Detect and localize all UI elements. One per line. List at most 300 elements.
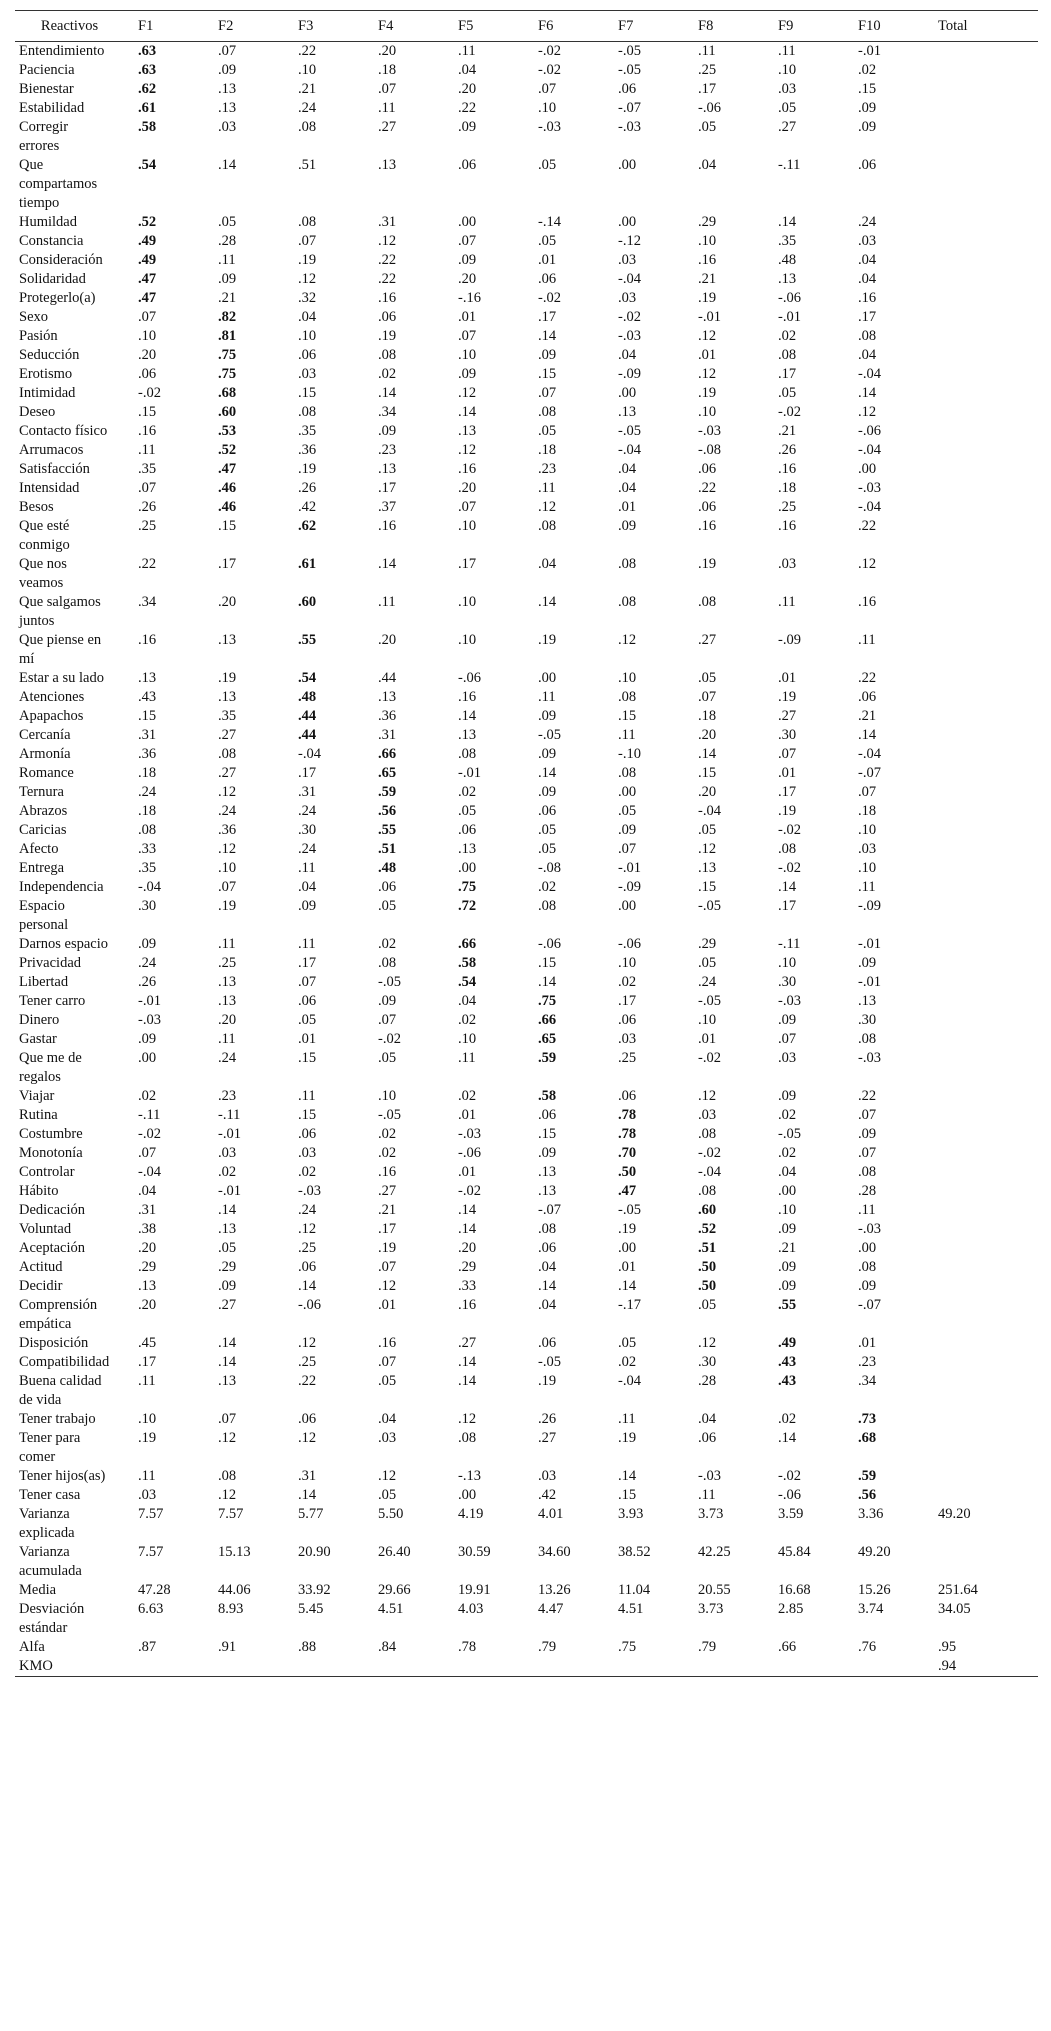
cell-f3: .12 (298, 1335, 317, 1351)
cell-f8: .06 (698, 499, 717, 515)
cell-total (924, 593, 1038, 631)
cell-total (924, 954, 1038, 973)
cell-f10: -.04 (858, 366, 881, 382)
column-header-f4: F4 (364, 11, 444, 42)
row-label (15, 1220, 124, 1239)
cell-f3: .15 (298, 1107, 317, 1123)
cell-f8: .10 (698, 1012, 717, 1028)
cell-f2: .60 (218, 404, 237, 420)
cell-f10: -.01 (858, 936, 881, 952)
cell-f8: .08 (698, 1126, 717, 1142)
cell-f7: .15 (618, 1487, 637, 1503)
cell-f2: .12 (218, 1487, 237, 1503)
table-row (15, 688, 1038, 707)
row-label-line: tiempo (19, 195, 60, 211)
cell-f10: .08 (858, 1259, 877, 1275)
cell-f3: .14 (298, 1487, 317, 1503)
cell-f2: .68 (218, 385, 237, 401)
cell-f9: .07 (778, 746, 797, 762)
cell-f9: .10 (778, 62, 797, 78)
cell-f2: 44.06 (218, 1582, 251, 1598)
cell-f3: .03 (298, 366, 317, 382)
cell-f7: .78 (618, 1126, 637, 1142)
row-label (15, 1144, 124, 1163)
cell-total (924, 764, 1038, 783)
table-row (15, 156, 1038, 213)
cell-f9: .27 (778, 119, 797, 135)
cell-total (924, 897, 1038, 935)
cell-f5: .20 (458, 480, 477, 496)
cell-f4: .22 (378, 252, 397, 268)
cell-f5: .20 (458, 81, 477, 97)
row-label (15, 42, 124, 62)
table-row (15, 42, 1038, 62)
cell-f2: 7.57 (218, 1506, 244, 1522)
cell-f5: .14 (458, 1354, 477, 1370)
cell-f7: .10 (618, 670, 637, 686)
cell-f4: .27 (378, 119, 397, 135)
row-label (15, 764, 124, 783)
cell-f8: .05 (698, 670, 717, 686)
table-row (15, 593, 1038, 631)
cell-f3 (284, 1657, 364, 1677)
cell-f7: .12 (618, 632, 637, 648)
cell-f1: .22 (138, 556, 157, 572)
cell-f6: -.05 (538, 727, 561, 743)
cell-f2: .27 (218, 1297, 237, 1313)
table-row (15, 441, 1038, 460)
cell-f7: .00 (618, 157, 637, 173)
cell-f9: .21 (778, 423, 797, 439)
cell-f3: .12 (298, 1221, 317, 1237)
row-label-line: Varianza (19, 1544, 70, 1560)
cell-f7: -.03 (618, 328, 641, 344)
table-row (15, 783, 1038, 802)
cell-f4: .19 (378, 328, 397, 344)
row-label-line: Dinero (19, 1012, 60, 1028)
cell-f5: .58 (458, 955, 477, 971)
row-label (15, 251, 124, 270)
cell-f9: .09 (778, 1012, 797, 1028)
cell-f1: .58 (138, 119, 157, 135)
cell-f2: .35 (218, 708, 237, 724)
cell-f10: .10 (858, 822, 877, 838)
cell-f2: .11 (218, 936, 236, 952)
row-label-line: personal (19, 917, 69, 933)
table-row (15, 631, 1038, 669)
cell-f10: .03 (858, 233, 877, 249)
cell-f8: .24 (698, 974, 717, 990)
cell-f4: .10 (378, 1088, 397, 1104)
cell-f9: .55 (778, 1297, 797, 1313)
cell-f8: .11 (698, 1487, 716, 1503)
row-label (15, 403, 124, 422)
cell-f3: .05 (298, 1012, 317, 1028)
cell-f8: .60 (698, 1202, 717, 1218)
cell-f6: -.02 (538, 62, 561, 78)
cell-f3: .10 (298, 62, 317, 78)
cell-f9: .02 (778, 1145, 797, 1161)
cell-f9: -.09 (778, 632, 801, 648)
row-label-line: Tener casa (19, 1487, 81, 1503)
cell-total (924, 1201, 1038, 1220)
cell-f5: .14 (458, 404, 477, 420)
row-label (15, 992, 124, 1011)
cell-total (924, 973, 1038, 992)
cell-f6: .27 (538, 1430, 557, 1446)
row-label-line: Media (19, 1582, 57, 1598)
row-label (15, 669, 124, 688)
cell-f9: .04 (778, 1164, 797, 1180)
cell-total (924, 631, 1038, 669)
cell-total (924, 270, 1038, 289)
cell-f1: -.04 (138, 879, 161, 895)
cell-f6: .79 (538, 1639, 557, 1655)
cell-f4: .22 (378, 271, 397, 287)
row-label-line: Alfa (19, 1639, 45, 1655)
cell-f3: .06 (298, 347, 317, 363)
cell-f10: .10 (858, 860, 877, 876)
row-label-line: Desviación (19, 1601, 85, 1617)
table-row (15, 1182, 1038, 1201)
cell-f5: .02 (458, 1088, 477, 1104)
cell-total (924, 745, 1038, 764)
cell-f10: .06 (858, 689, 877, 705)
cell-f7: .50 (618, 1164, 637, 1180)
row-label-line: Atenciones (19, 689, 85, 705)
cell-f1: .31 (138, 1202, 157, 1218)
cell-f9: .14 (778, 879, 797, 895)
cell-f6 (524, 1657, 604, 1677)
cell-f10: .73 (858, 1411, 877, 1427)
cell-f7 (604, 1657, 684, 1677)
row-label (15, 1239, 124, 1258)
cell-f4: .07 (378, 1354, 397, 1370)
cell-f8: .19 (698, 290, 717, 306)
cell-f3: .12 (298, 1430, 317, 1446)
cell-f2: .29 (218, 1259, 237, 1275)
cell-f2: .21 (218, 290, 237, 306)
cell-f6: .19 (538, 632, 557, 648)
row-label-line: Entrega (19, 860, 65, 876)
cell-f5: .01 (458, 309, 477, 325)
cell-f1: .52 (138, 214, 157, 230)
cell-f6: .13 (538, 1164, 557, 1180)
cell-f7: -.01 (618, 860, 641, 876)
cell-f1: .45 (138, 1335, 157, 1351)
cell-f1: .19 (138, 1430, 157, 1446)
cell-f4: .21 (378, 1202, 397, 1218)
cell-f2: .12 (218, 841, 237, 857)
cell-f5: 19.91 (458, 1582, 491, 1598)
cell-f8: 42.25 (698, 1544, 731, 1560)
cell-f1: .63 (138, 62, 157, 78)
cell-f7: -.05 (618, 423, 641, 439)
cell-f7: .14 (618, 1278, 637, 1294)
table-row (15, 384, 1038, 403)
cell-f6: .11 (538, 480, 556, 496)
cell-f7: .25 (618, 1050, 637, 1066)
cell-f3: .24 (298, 841, 317, 857)
cell-f2: .14 (218, 1335, 237, 1351)
row-label-line: Compatibilidad (19, 1354, 110, 1370)
row-label-line: conmigo (19, 537, 70, 553)
row-label-line: Afecto (19, 841, 59, 857)
cell-f1: .06 (138, 366, 157, 382)
row-label (15, 859, 124, 878)
cell-f7: -.04 (618, 442, 641, 458)
cell-f3: .30 (298, 822, 317, 838)
cell-f9: -.02 (778, 860, 801, 876)
row-label-line: mí (19, 651, 35, 667)
cell-f3: .19 (298, 252, 317, 268)
cell-f5: .12 (458, 1411, 477, 1427)
cell-f4: .16 (378, 1335, 397, 1351)
row-label-line: Hábito (19, 1183, 59, 1199)
cell-f5: .08 (458, 746, 477, 762)
cell-f1: -.02 (138, 385, 161, 401)
cell-f9: .10 (778, 955, 797, 971)
cell-f10: .68 (858, 1430, 877, 1446)
cell-f3: .24 (298, 1202, 317, 1218)
cell-f7: .00 (618, 898, 637, 914)
cell-total (924, 935, 1038, 954)
cell-f1: .35 (138, 461, 157, 477)
cell-f3: .11 (298, 860, 316, 876)
row-label-line: Rutina (19, 1107, 58, 1123)
row-label (15, 308, 124, 327)
cell-f10: .14 (858, 385, 877, 401)
cell-f6: -.08 (538, 860, 561, 876)
cell-f6: .00 (538, 670, 557, 686)
cell-f1: .18 (138, 765, 157, 781)
row-label-line: Tener hijos(as) (19, 1468, 106, 1484)
cell-f9: .30 (778, 727, 797, 743)
cell-f3: .22 (298, 1373, 317, 1389)
cell-f1: .29 (138, 1259, 157, 1275)
cell-f3: .07 (298, 233, 317, 249)
cell-f7: .14 (618, 1468, 637, 1484)
row-label-line: Apapachos (19, 708, 84, 724)
row-label (15, 365, 124, 384)
column-header-total: Total (924, 11, 1038, 42)
table-row (15, 1410, 1038, 1429)
cell-total (924, 1239, 1038, 1258)
column-header-f5: F5 (444, 11, 524, 42)
cell-f10: -.03 (858, 480, 881, 496)
cell-f6: 34.60 (538, 1544, 571, 1560)
cell-f2: -.01 (218, 1126, 241, 1142)
cell-f1: .62 (138, 81, 157, 97)
cell-f6: -.07 (538, 1202, 561, 1218)
cell-f10: .04 (858, 271, 877, 287)
row-label-line: Armonía (19, 746, 71, 762)
cell-f6: 13.26 (538, 1582, 571, 1598)
cell-f3: .32 (298, 290, 317, 306)
row-label-line: Contacto físico (19, 423, 108, 439)
cell-total (924, 1277, 1038, 1296)
cell-f7: -.09 (618, 366, 641, 382)
row-label (15, 498, 124, 517)
header-row (15, 11, 1038, 42)
table-row (15, 327, 1038, 346)
cell-f6: .23 (538, 461, 557, 477)
cell-f2: 8.93 (218, 1601, 244, 1617)
cell-total (924, 1543, 1038, 1581)
cell-f10: -.06 (858, 423, 881, 439)
cell-f7: .00 (618, 1240, 637, 1256)
cell-f1: .07 (138, 1145, 157, 1161)
cell-f1: .13 (138, 1278, 157, 1294)
cell-f7: -.17 (618, 1297, 641, 1313)
cell-f8: -.01 (698, 309, 721, 325)
cell-f5: .54 (458, 974, 477, 990)
cell-f4: .09 (378, 423, 397, 439)
cell-f5: .72 (458, 898, 477, 914)
cell-f8: .19 (698, 385, 717, 401)
row-label-line: Protegerlo(a) (19, 290, 96, 306)
cell-f3: .17 (298, 955, 317, 971)
cell-f8: .15 (698, 879, 717, 895)
row-label-line: Romance (19, 765, 74, 781)
cell-f1: 6.63 (138, 1601, 164, 1617)
cell-f4: .05 (378, 898, 397, 914)
row-label-line: Caricias (19, 822, 67, 838)
cell-f5: .09 (458, 119, 477, 135)
cell-f5: .22 (458, 100, 477, 116)
cell-f10: .00 (858, 461, 877, 477)
row-label-line: Satisfacción (19, 461, 90, 477)
cell-f7: .15 (618, 708, 637, 724)
cell-f10: .30 (858, 1012, 877, 1028)
table-row (15, 555, 1038, 593)
row-label-line: Erotismo (19, 366, 73, 382)
cell-f2: .13 (218, 100, 237, 116)
cell-f7: 3.93 (618, 1506, 644, 1522)
cell-f5: .01 (458, 1164, 477, 1180)
cell-f4: 26.40 (378, 1544, 411, 1560)
cell-f4: -.05 (378, 1107, 401, 1123)
cell-f6: .26 (538, 1411, 557, 1427)
cell-f4: .31 (378, 727, 397, 743)
cell-f1: .30 (138, 898, 157, 914)
row-label-line: Seducción (19, 347, 80, 363)
cell-total (924, 365, 1038, 384)
row-label-line: Abrazos (19, 803, 68, 819)
cell-f4: .07 (378, 81, 397, 97)
cell-f3: .48 (298, 689, 317, 705)
cell-f6: .07 (538, 81, 557, 97)
cell-f6: .14 (538, 594, 557, 610)
cell-f7: .00 (618, 385, 637, 401)
table-row (15, 1353, 1038, 1372)
row-label-line: Disposición (19, 1335, 89, 1351)
cell-f6: .15 (538, 366, 557, 382)
cell-f1: .11 (138, 442, 156, 458)
cell-f2: .13 (218, 993, 237, 1009)
row-label-line: Intensidad (19, 480, 80, 496)
cell-f2: .27 (218, 765, 237, 781)
cell-f2: .09 (218, 62, 237, 78)
row-label (15, 802, 124, 821)
table-row (15, 821, 1038, 840)
cell-f2: .23 (218, 1088, 237, 1104)
table-row (15, 232, 1038, 251)
cell-f3: .25 (298, 1354, 317, 1370)
cell-f9: -.06 (778, 290, 801, 306)
cell-f5: .10 (458, 594, 477, 610)
row-label-line: Solidaridad (19, 271, 86, 287)
cell-f1: .24 (138, 784, 157, 800)
cell-total (924, 821, 1038, 840)
cell-f4: .66 (378, 746, 397, 762)
cell-f8: -.04 (698, 1164, 721, 1180)
row-label (15, 213, 124, 232)
cell-f9: .07 (778, 1031, 797, 1047)
table-row (15, 1296, 1038, 1334)
cell-f8: .25 (698, 62, 717, 78)
cell-f8: .15 (698, 765, 717, 781)
row-label-line: Comprensión (19, 1297, 98, 1313)
cell-f10: .15 (858, 81, 877, 97)
cell-total (924, 517, 1038, 555)
cell-f8: 3.73 (698, 1601, 724, 1617)
row-label (15, 707, 124, 726)
cell-f9: .43 (778, 1373, 797, 1389)
cell-f5: .00 (458, 214, 477, 230)
cell-f2: .19 (218, 670, 237, 686)
row-label-line: Costumbre (19, 1126, 83, 1142)
cell-f9: .17 (778, 366, 797, 382)
cell-f9: .00 (778, 1183, 797, 1199)
cell-f4: .13 (378, 689, 397, 705)
cell-f1: -.04 (138, 1164, 161, 1180)
cell-f1: .10 (138, 328, 157, 344)
cell-f1: .34 (138, 594, 157, 610)
cell-f10: -.03 (858, 1050, 881, 1066)
cell-f3: .31 (298, 784, 317, 800)
cell-f8: .12 (698, 1335, 717, 1351)
cell-f6: .42 (538, 1487, 557, 1503)
cell-f6: .11 (538, 689, 556, 705)
cell-f4: .02 (378, 366, 397, 382)
cell-total (924, 80, 1038, 99)
row-label-line: Que nos (19, 556, 67, 572)
row-label-line: Monotonía (19, 1145, 83, 1161)
row-label (15, 555, 124, 593)
cell-f7: .01 (618, 499, 637, 515)
cell-f2: .52 (218, 442, 237, 458)
cell-f8: .08 (698, 1183, 717, 1199)
cell-f4: .16 (378, 290, 397, 306)
cell-f8: .06 (698, 1430, 717, 1446)
cell-f1: .15 (138, 708, 157, 724)
cell-f3: .04 (298, 309, 317, 325)
cell-f2: .13 (218, 81, 237, 97)
cell-f6: .08 (538, 898, 557, 914)
cell-f5: .10 (458, 632, 477, 648)
cell-f2: .13 (218, 1221, 237, 1237)
cell-f1: .87 (138, 1639, 157, 1655)
cell-f6: .05 (538, 822, 557, 838)
cell-f9: .11 (778, 594, 796, 610)
table-row (15, 973, 1038, 992)
cell-f1: -.02 (138, 1126, 161, 1142)
cell-f8: .20 (698, 784, 717, 800)
table-row (15, 954, 1038, 973)
cell-f3: .55 (298, 632, 317, 648)
cell-f10: -.04 (858, 746, 881, 762)
